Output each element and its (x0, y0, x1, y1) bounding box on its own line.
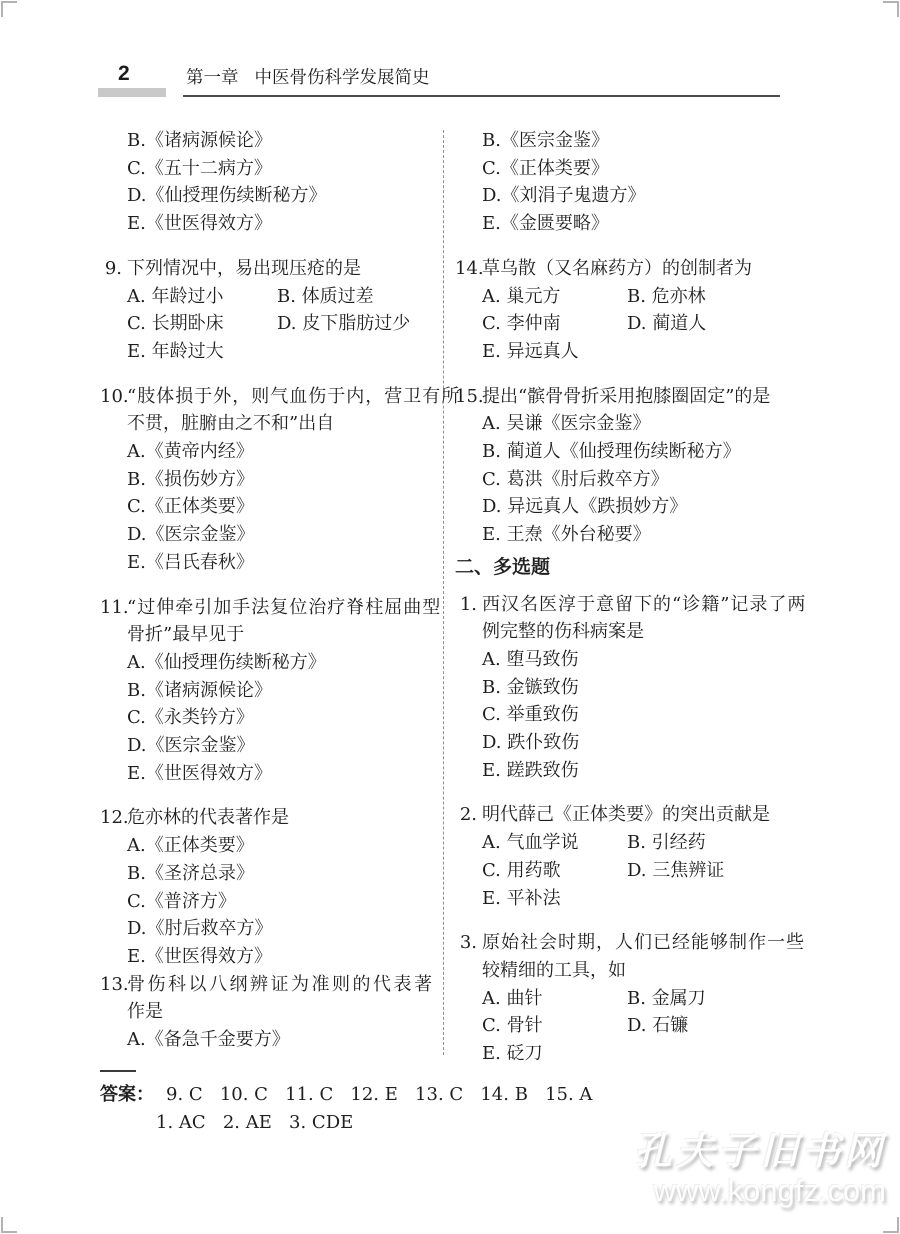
question-option: B. 金镞致伤 (482, 676, 579, 698)
question-stem-continued: 例完整的伤科病案是 (482, 621, 644, 643)
crop-mark-bottom-left (1, 1217, 17, 1233)
question-number: 3. (459, 932, 477, 954)
option-row (455, 283, 800, 311)
question-13 (100, 971, 440, 999)
question-stem-continued: 较精细的工具，如 (482, 959, 626, 981)
question-option: D.《仙授理伤续断秘方》 (127, 185, 327, 207)
watermark-site-name: 孔夫子旧书网 (633, 1128, 886, 1174)
question-option: E.《世医得效方》 (127, 213, 272, 235)
question-number: 15. (455, 385, 484, 407)
question-stem: 危亦林的代表著作是 (127, 807, 289, 829)
question-option: A. 气血学说 (482, 832, 579, 854)
question-option: B. 体质过差 (277, 285, 374, 307)
option-row (455, 857, 800, 885)
column-divider (443, 130, 444, 1055)
crop-mark-top-right (883, 1, 899, 17)
question-option: B. 金属刀 (627, 987, 706, 1009)
question-option: D.《医宗金鉴》 (127, 524, 255, 546)
option-row (455, 985, 800, 1013)
question-number: 9. (104, 257, 122, 279)
question-option: C. 葛洪《肘后救卒方》 (482, 468, 669, 490)
question-stem-continued: 骨折”最早见于 (127, 624, 245, 646)
question-stem: “过伸牵引加手法复位治疗脊柱屈曲型 (127, 596, 442, 618)
question-option: C. 骨针 (482, 1015, 543, 1037)
question-option: D. 皮下脂肪过少 (277, 313, 411, 335)
question-number: 10. (100, 385, 129, 407)
header-rule (183, 95, 780, 97)
question-number: 14. (455, 257, 484, 279)
question-option: E.《世医得效方》 (127, 762, 272, 784)
question-stem: “肢体损于外，则气血伤于内，营卫有所 (127, 385, 461, 407)
question-option: B. 引经药 (627, 832, 706, 854)
crop-mark-bottom-right (883, 1217, 899, 1233)
question-option: D. 异远真人《跌损妙方》 (482, 496, 688, 518)
chapter-label: 第一章 (186, 68, 239, 88)
question-stem: 草乌散（又名麻药方）的创制者为 (482, 257, 752, 279)
question-stem: 西汉名医淳于意留下的“诊籍”记录了两 (482, 593, 807, 615)
question-14 (455, 255, 800, 283)
option-row (455, 829, 800, 857)
multi-question-1 (455, 591, 807, 619)
question-option: E. 蹉跌致伤 (482, 759, 579, 781)
page-number: 2 (118, 62, 130, 85)
question-number: 1. (459, 593, 477, 615)
section-title-multiple-choice: 二、多选题 (455, 555, 551, 578)
page-number-bar (98, 88, 166, 97)
question-option: D.《肘后救卒方》 (127, 918, 273, 940)
question-option: C.《五十二病方》 (127, 157, 272, 179)
question-option: E. 平补法 (482, 887, 561, 909)
question-option: D. 三焦辨证 (627, 859, 725, 881)
question-option: C. 李仲南 (482, 313, 561, 335)
question-option: B.《诸病源候论》 (127, 130, 272, 151)
answer-values-single: 9. C 10. C 11. C 12. E 13. C 14. B 15. A (166, 1084, 593, 1105)
question-option: C.《永类钤方》 (127, 707, 254, 729)
multi-question-2 (455, 801, 800, 829)
question-option: C.《普济方》 (127, 890, 236, 912)
chapter-header (186, 64, 430, 89)
question-option: A. 年龄过小 (127, 285, 224, 307)
answer-label: 答案： (100, 1084, 154, 1105)
question-stem-continued: 不贯，脏腑由之不和”出自 (127, 413, 335, 435)
right-column (455, 127, 807, 1068)
question-option: A.《仙授理伤续断秘方》 (127, 651, 326, 673)
question-option: D. 石镰 (627, 1015, 689, 1037)
left-column (100, 127, 461, 1054)
question-option: B.《圣济总录》 (127, 862, 254, 884)
question-number: 11. (100, 596, 129, 618)
question-option: B. 蔺道人《仙授理伤续断秘方》 (482, 441, 741, 463)
question-option: A.《正体类要》 (127, 835, 254, 857)
multi-question-3 (455, 929, 805, 957)
question-option: B.《医宗金鉴》 (482, 130, 609, 151)
answer-values-multi: 1. AC 2. AE 3. CDE (156, 1112, 354, 1133)
question-11 (100, 594, 440, 622)
question-option: B.《诸病源候论》 (127, 679, 272, 701)
question-option: A. 吴谦《医宗金鉴》 (482, 413, 651, 435)
question-option: E. 年龄过大 (127, 340, 224, 362)
question-option: A. 巢元方 (482, 285, 561, 307)
question-option: E.《吕氏春秋》 (127, 551, 254, 573)
question-stem: 骨伤科以八纲辨证为准则的代表著 (127, 973, 435, 995)
watermark (634, 1130, 886, 1208)
question-option: E. 王焘《外台秘要》 (482, 524, 651, 546)
option-row (455, 310, 800, 338)
question-stem-continued: 作是 (127, 1001, 163, 1023)
question-option: C.《正体类要》 (482, 157, 609, 179)
question-number: 12. (100, 807, 129, 829)
chapter-title: 中医骨伤科学发展简史 (254, 68, 430, 88)
option-row (100, 283, 440, 311)
crop-mark-top-left (1, 1, 17, 17)
question-number: 2. (459, 804, 477, 826)
answer-divider (100, 1070, 136, 1072)
question-stem: 下列情况中，易出现压疮的是 (127, 257, 361, 279)
question-option: B. 危亦林 (627, 285, 706, 307)
question-stem: 明代薛己《正体类要》的突出贡献是 (482, 804, 770, 826)
question-option: E.《金匮要略》 (482, 213, 609, 235)
question-9 (100, 255, 440, 283)
question-option: A. 曲针 (482, 987, 543, 1009)
question-option: A. 堕马致伤 (482, 648, 579, 670)
question-option: E. 砭刀 (482, 1043, 543, 1065)
question-option: C. 用药歌 (482, 859, 561, 881)
question-option: C. 长期卧床 (127, 313, 224, 335)
question-option: A.《备急千金要方》 (127, 1029, 290, 1051)
answer-key (100, 1070, 592, 1137)
question-stem: 原始社会时期，人们已经能够制作一些 (482, 932, 805, 954)
question-option: E.《世医得效方》 (127, 945, 272, 967)
question-12 (100, 804, 440, 832)
question-option: A.《黄帝内经》 (127, 441, 254, 463)
question-option: D.《医宗金鉴》 (127, 735, 255, 757)
question-option: E. 异远真人 (482, 340, 579, 362)
question-stem: 提出“髌骨骨折采用抱膝圈固定”的是 (482, 385, 771, 407)
question-option: D. 跌仆致伤 (482, 732, 580, 754)
question-15 (455, 383, 800, 411)
question-option: B.《损伤妙方》 (127, 468, 254, 490)
option-row (455, 1012, 800, 1040)
answer-row-1 (100, 1081, 592, 1109)
question-option: D. 蔺道人 (627, 313, 707, 335)
question-10 (100, 383, 461, 411)
question-option: C.《正体类要》 (127, 496, 254, 518)
question-option: D.《刘涓子鬼遗方》 (482, 185, 646, 207)
option-row (100, 310, 440, 338)
watermark-site-url: www.kongfz.com (653, 1172, 886, 1208)
question-option: C. 举重致伤 (482, 704, 579, 726)
question-number: 13. (100, 973, 129, 995)
